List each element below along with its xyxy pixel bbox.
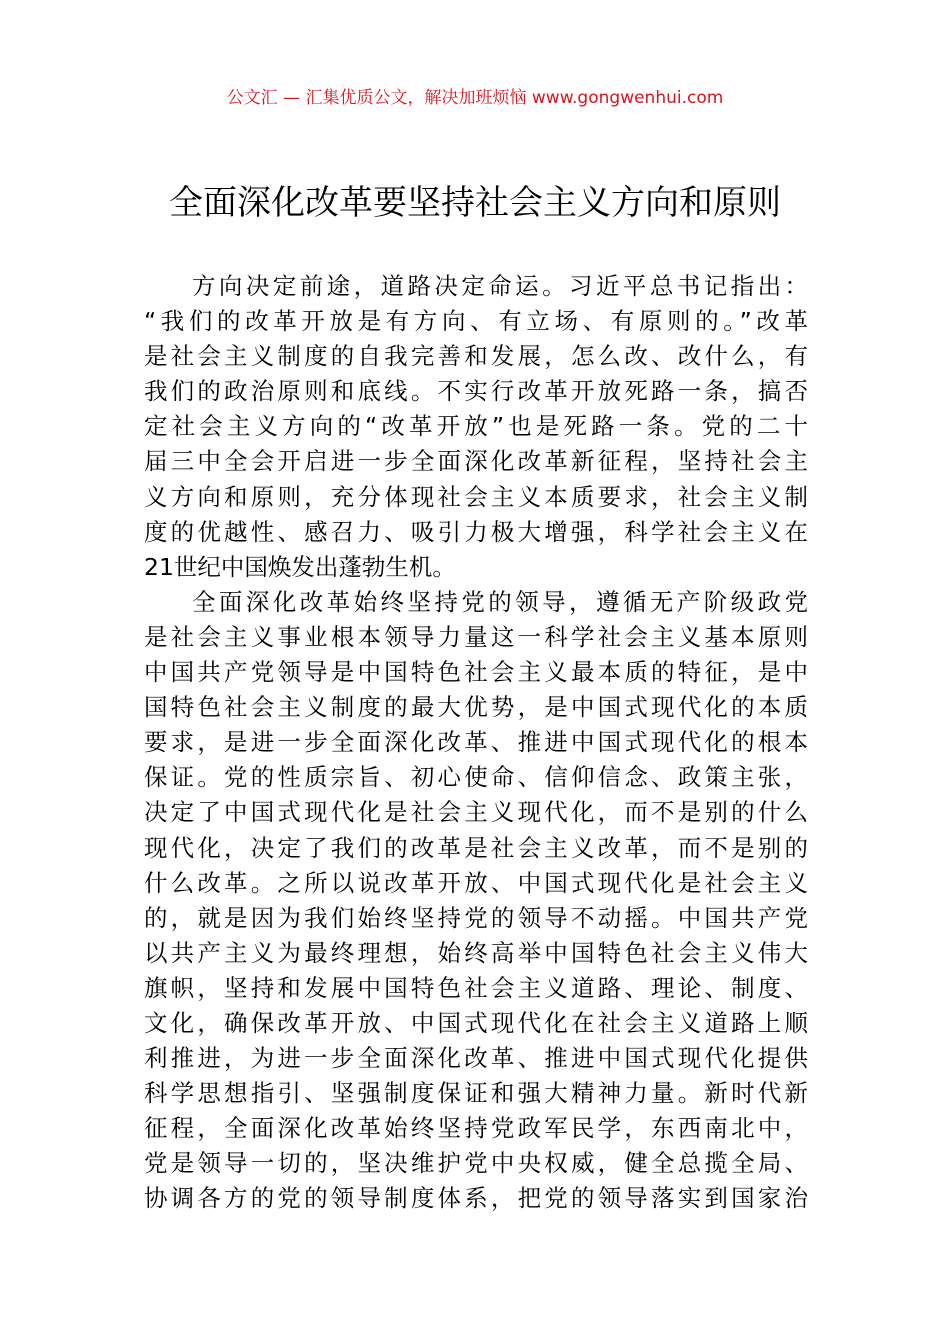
text-line: 文化，确保改革开放、中国式现代化在社会主义道路上顺 — [144, 1008, 808, 1037]
text-line: 定社会主义方向的“改革开放”也是死路一条。党的二十 — [144, 412, 808, 441]
text-line: 党是领导一切的，坚决维护党中央权威，健全总揽全局、 — [144, 1149, 808, 1178]
text-line: 的，就是因为我们始终坚持党的领导不动摇。中国共产党 — [144, 903, 808, 932]
text-line: 中国共产党领导是中国特色社会主义最本质的特征，是中 — [144, 658, 808, 687]
text-line: “我们的改革开放是有方向、有立场、有原则的。”改革 — [144, 307, 808, 336]
text-line: 征程，全面深化改革始终坚持党政军民学，东西南北中， — [144, 1114, 808, 1143]
text-line: 决定了中国式现代化是社会主义现代化，而不是别的什么 — [144, 798, 808, 827]
document-title: 全面深化改革要坚持社会主义方向和原则 — [169, 183, 781, 223]
text-line: 全面深化改革始终坚持党的领导，遵循无产阶级政党 — [192, 587, 808, 616]
text-line: 度的优越性、感召力、吸引力极大增强，科学社会主义在 — [144, 517, 808, 546]
text-line: 旗帜，坚持和发展中国特色社会主义道路、理论、制度、 — [144, 973, 808, 1002]
text-line: 以共产主义为最终理想，始终高举中国特色社会主义伟大 — [144, 938, 808, 967]
document-body — [144, 269, 808, 1217]
text-line: 方向决定前途，道路决定命运。习近平总书记指出： — [192, 272, 808, 300]
text-line: 保证。党的性质宗旨、初心使命、信仰信念、政策主张， — [144, 763, 808, 792]
text-line: 科学思想指引、坚强制度保证和强大精神力量。新时代新 — [144, 1079, 808, 1108]
text-line: 国特色社会主义制度的最大优势，是中国式现代化的本质 — [144, 693, 808, 722]
text-line: 义方向和原则，充分体现社会主义本质要求，社会主义制 — [144, 482, 808, 511]
paragraph-2 — [144, 585, 808, 1217]
text-line: 21世纪中国焕发出蓬勃生机。 — [144, 552, 456, 581]
text-line: 利推进，为进一步全面深化改革、推进中国式现代化提供 — [144, 1044, 808, 1073]
text-line: 是社会主义制度的自我完善和发展，怎么改、改什么，有 — [144, 342, 808, 371]
header-banner: 公文汇 — 汇集优质公文，解决加班烦恼 www.gongwenhui.com — [226, 88, 724, 108]
paragraph-1 — [144, 269, 808, 585]
text-line: 协调各方的党的领导制度体系，把党的领导落实到国家治 — [144, 1184, 808, 1213]
text-line: 我们的政治原则和底线。不实行改革开放死路一条，搞否 — [144, 377, 808, 406]
text-line: 要求，是进一步全面深化改革、推进中国式现代化的根本 — [144, 728, 808, 757]
text-line: 是社会主义事业根本领导力量这一科学社会主义基本原则 — [144, 622, 808, 651]
text-line: 什么改革。之所以说改革开放、中国式现代化是社会主义 — [144, 868, 808, 897]
text-line: 届三中全会开启进一步全面深化改革新征程，坚持社会主 — [144, 447, 808, 476]
text-line: 现代化，决定了我们的改革是社会主义改革，而不是别的 — [144, 833, 808, 862]
